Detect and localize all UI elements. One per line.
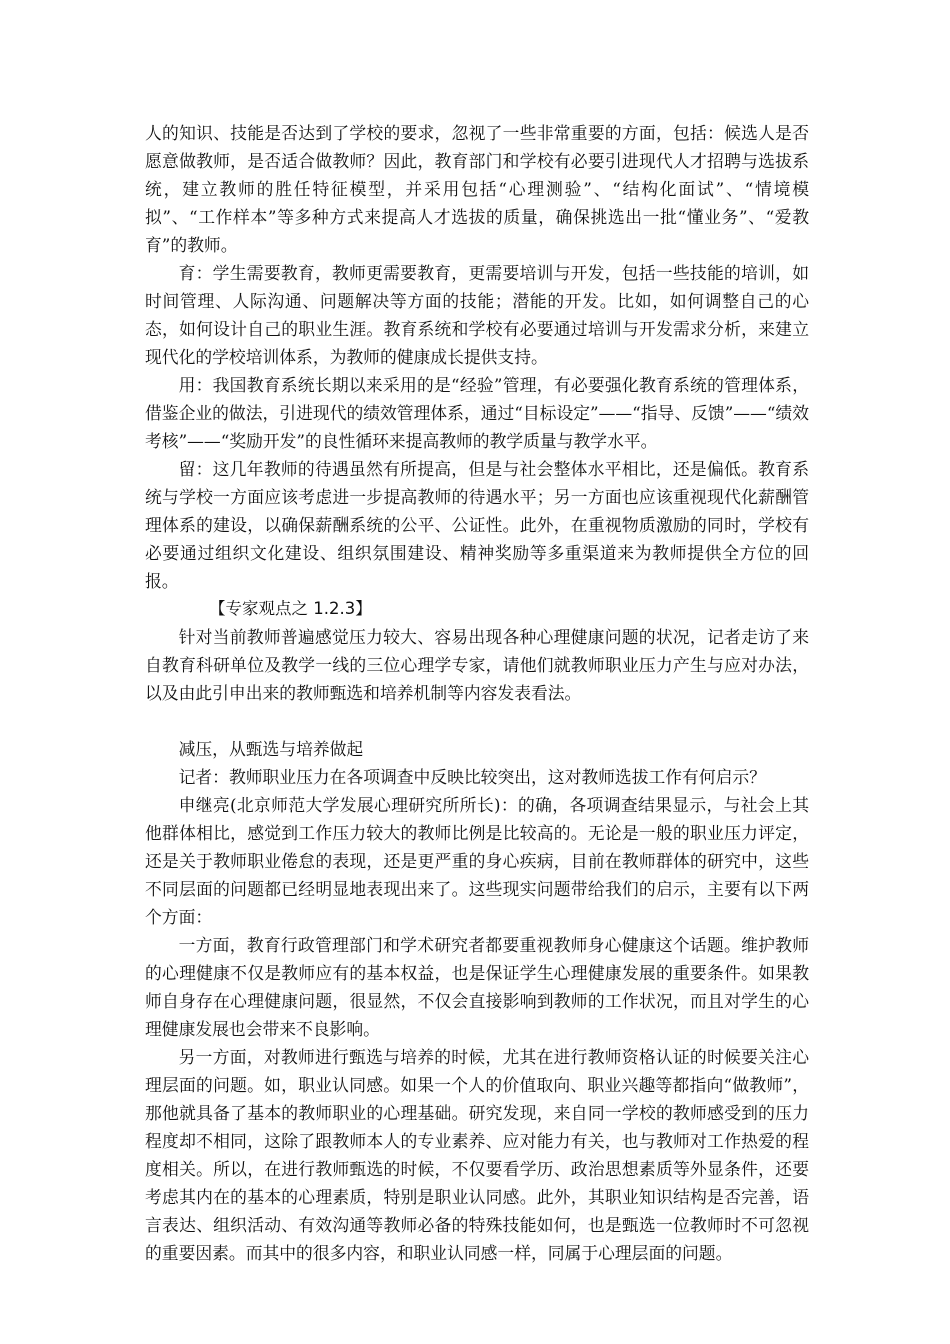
paragraph-first-aspect: 一方面，教育行政管理部门和学术研究者都要重视教师身心健康这个话题。维护教师的心理健康不仅是教师应有的基本权益，也是保证学生心理健康发展的重要条件。如果教师自身存在心理健康问题，很显然，不仅会直接影响到教师的工作状况，而且对学生的心理健康发展也会带来不良影响。 — [145, 935, 809, 1039]
paragraph-yu: 育：学生需要教育，教师更需要教育，更需要培训与开发，包括一些技能的培训，如时间管理、人际沟通、问题解决等方面的技能；潜能的开发。比如，如何调整自己的心态，如何设计自己的职业生涯。教育系统和学校有必要通过培训与开发需求分析，来建立现代化的学校培训体系，为教师的健康成长提供支持。 — [145, 263, 809, 367]
paragraph-shen-answer: 申继亮(北京师范大学发展心理研究所所长)：的确，各项调查结果显示，与社会上其他群体相比，感觉到工作压力较大的教师比例是比较高的。无论是一般的职业压力评定，还是关于教师职业倦怠的表现，还是更严重的身心疾病，目前在教师群体的研究中，这些不同层面的问题都已经明显地表现出来了。这些现实问题带给我们的启示，主要有以下两个方面： — [145, 795, 809, 927]
paragraph-second-aspect: 另一方面，对教师进行甄选与培养的时候，尤其在进行教师资格认证的时候要关注心理层面的问题。如，职业认同感。如果一个人的价值取向、职业兴趣等都指向“做教师”，那他就具备了基本的教师职业的心理基础。研究发现，来自同一学校的教师感受到的压力程度却不相同，这除了跟教师本人的专业素养、应对能力有关，也与教师对工作热爱的程度相关。所以，在进行教师甄选的时候，不仅要看学历、政治思想素质等外显条件，还要考虑其内在的基本的心理素质，特别是职业认同感。此外，其职业知识结构是否完善，语言表达、组织活动、有效沟通等教师必备的特殊技能如何，也是甄选一位教师时不可忽视的重要因素。而其中的很多内容，和职业认同感一样，同属于心理层面的问题。 — [145, 1047, 809, 1263]
paragraph-yong: 用：我国教育系统长期以来采用的是“经验”管理，有必要强化教育系统的管理体系，借鉴企业的做法，引进现代的绩效管理体系，通过“目标设定”——“指导、反馈”——“绩效考核”——“奖励开发”的良性循环来提高教师的教学质量与教学水平。 — [145, 375, 809, 451]
paragraph-reporter-question: 记者：教师职业压力在各项调查中反映比较突出，这对教师选拔工作有何启示？ — [178, 767, 766, 787]
subheading-jianya: 减压，从甄选与培养做起 — [178, 739, 364, 759]
blank-line — [145, 707, 809, 735]
paragraph-intro: 针对当前教师普遍感觉压力较大、容易出现各种心理健康问题的状况，记者走访了来自教育科研单位及教学一线的三位心理学专家，请他们就教师职业压力产生与应对办法，以及由此引申出来的教师甄选和培养机制等内容发表看法。 — [145, 627, 809, 703]
paragraph-liu: 留：这几年教师的待遇虽然有所提高，但是与社会整体水平相比，还是偏低。教育系统与学校一方面应该考虑进一步提高教师的待遇水平；另一方面也应该重视现代化薪酬管理体系的建设，以确保薪酬系统的公平、公证性。此外，在重视物质激励的同时，学校有必要通过组织文化建设、组织氛围建设、精神奖励等多重渠道来为教师提供全方位的回报。 — [145, 459, 809, 591]
paragraph-continuation: 人的知识、技能是否达到了学校的要求，忽视了一些非常重要的方面，包括：候选人是否愿意做教师，是否适合做教师？因此，教育部门和学校有必要引进现代人才招聘与选拔系统，建立教师的胜任特征模型，并采用包括“心理测验”、“结构化面试”、“情境模拟”、“工作样本”等多种方式来提高人才选拔的质量，确保挑选出一批“懂业务”、“爱教育”的教师。 — [145, 123, 809, 255]
section-heading: 【专家观点之 1.2.3】 — [209, 599, 372, 618]
document-page — [145, 119, 809, 1267]
